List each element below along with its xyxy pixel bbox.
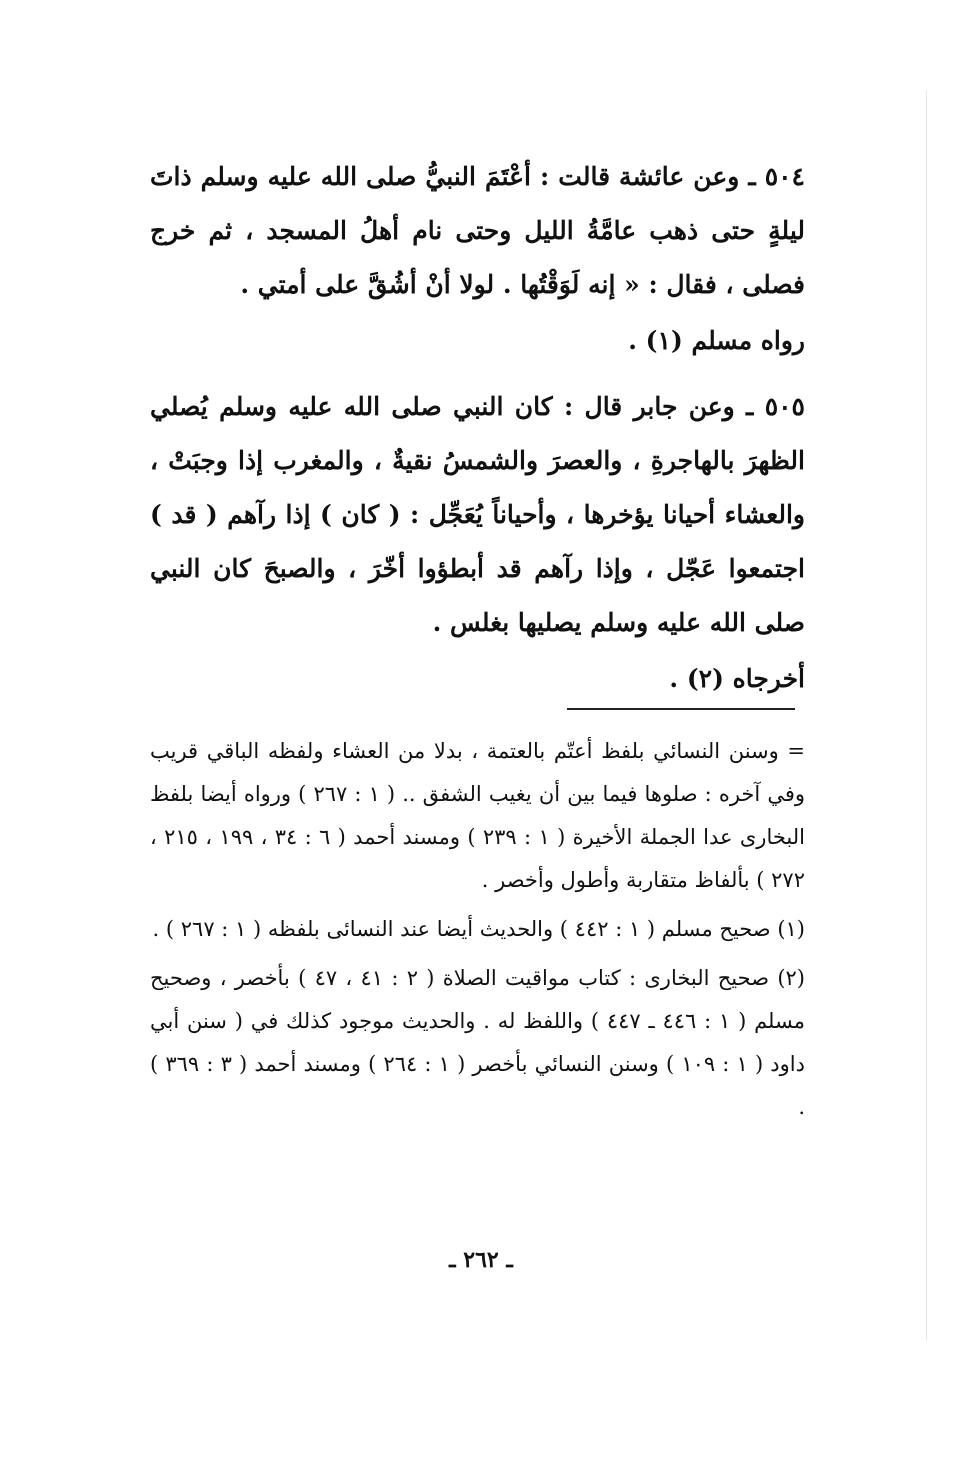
hadith-505-source: أخرجاه (٢) . [669,664,805,693]
page-number: ـ ٢٦٢ ـ [449,1247,513,1273]
footnotes [150,730,805,1129]
hadith-504-text: ٥٠٤ ـ وعن عائشة قالت : أعْتَمَ النبيُّ صلى الله عليه وسلم ذاتَ ليلةٍ حتى ذهب عامَّةُ الليل وحتى نام أهلُ المسجد ، ثم خرج فصلى ، فقال : « إنه لَوَقْتُها . لولا أنْ أشُقَّ على أمتي . [150,162,805,299]
page-edge-shadow [926,90,927,1340]
footnote-1: (١) صحيح مسلم ( ١ : ٤٤٢ ) والحديث أيضا عند النسائى بلفظه ( ١ : ٢٦٧ ) . [152,917,805,941]
hadith-504-source: رواه مسلم (١) . [628,326,805,355]
main-text [150,150,805,706]
paragraph-gap [150,368,805,380]
footnote-divider [567,708,795,710]
hadith-505-text: ٥٠٥ ـ وعن جابر قال : كان النبي صلى الله عليه وسلم يُصلي الظهرَ بالهاجرةِ ، والعصرَ والشمسُ نقيةٌ ، والمغرب إذا وجبَتْ ، والعشاء أحيانا يؤخرها ، وأحياناً يُعَجِّل : ( كان ) إذا رآهم ( قد ) اجتمعوا عَجّل ، وإذا رآهم قد أبطؤوا أخّرَ ، والصبحَ كان النبي صلى الله عليه وسلم يصليها بغلس . [150,392,805,637]
footnote-2: (٢) صحيح البخارى : كتاب مواقيت الصلاة ( ٢ : ٤١ ، ٤٧ ) بأخصر ، وصحيح مسلم ( ١ : ٤٤٦ ـ ٤٤٧ ) واللفظ له . والحديث موجود كذلك في ( سنن أبي داود ( ١ : ١٠٩ ) وسنن النسائي بأخصر ( ١ : ٢٦٤ ) ومسند أحمد ( ٣ : ٣٦٩ ) . [150,966,805,1119]
footnote-continuation: = وسنن النسائي بلفظ أعتّم بالعتمة ، بدلا من العشاء ولفظه الباقي قريب وفي آخره : صلوها فيما بين أن يغيب الشفق .. ( ١ : ٢٦٧ ) ورواه أيضا بلفظ البخارى عدا الجملة الأخيرة ( ١ : ٢٣٩ ) ومسند أحمد ( ٦ : ٣٤ ، ١٩٩ ، ٢١٥ ، ٢٧٢ ) بألفاظ متقاربة وأطول وأخصر . [150,739,805,892]
